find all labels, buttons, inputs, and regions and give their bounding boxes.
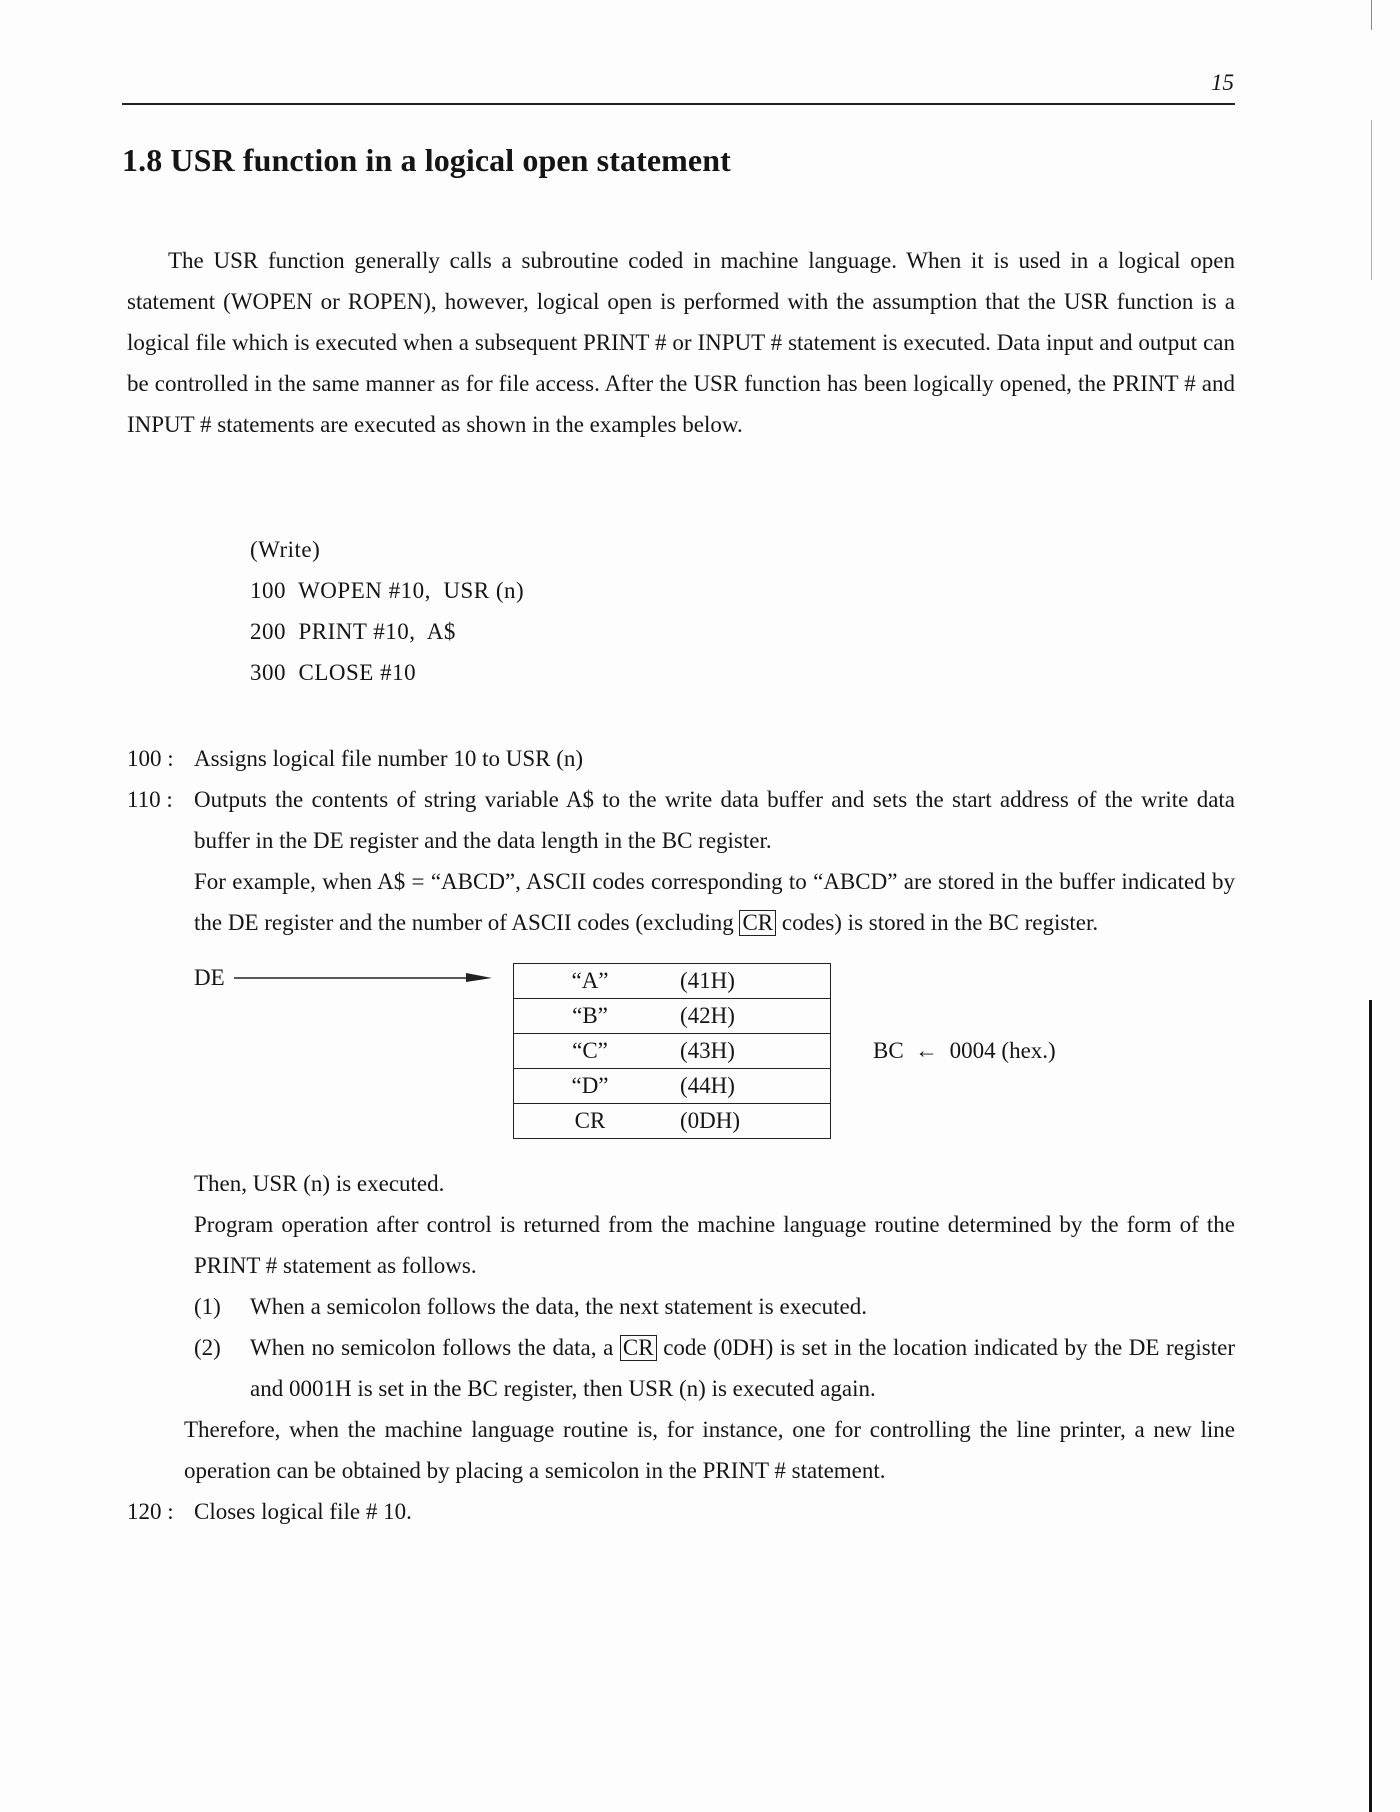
de-label: DE [194,965,225,990]
condition-2 [194,1327,1235,1409]
line-explanations [127,738,1235,1532]
intro-paragraph: The USR function generally calls a subroutine coded in machine language. When it is used in a logical open statement (WOPEN or ROPEN), however, logical open is performed with the assumption that the USR function is a logical file which is executed when a subsequent PRINT # or INPUT # statement is executed. Data input and output can be controlled in the same manner as for file access. After the USR function has been logically opened, the PRINT # and INPUT # statements are executed as shown in the examples below. [127,248,1235,437]
hex-cell: (0DH) [666,1104,831,1139]
char-cell: CR [514,1104,667,1139]
buffer-row [514,1069,831,1104]
page-edge-mark [1371,0,1372,30]
condition-1 [194,1286,1235,1327]
program-operation-text: Program operation after control is returned from the machine language routine determined by the form of the PRINT # statement as follows. [194,1212,1235,1278]
therefore-paragraph: Therefore, when the machine language routine is, for instance, one for controlling the line printer, a new line operation can be obtained by placing a semicolon in the PRINT # statement. [184,1417,1235,1483]
header-rule [122,103,1235,105]
line-number: 120 : [127,1499,174,1524]
buffer-row [514,999,831,1034]
hex-cell: (41H) [680,968,735,993]
char-cell: “C” [514,1034,667,1069]
buffer-row [514,1104,831,1139]
buffer-diagram [127,963,1235,1163]
line-number: 100 : [127,746,174,771]
char-cell: “D” [514,1069,667,1104]
arrow-right-icon [234,968,494,988]
char-cell: “A” [571,968,609,993]
explanation-text: Outputs the contents of string variable A$ to the write data buffer and sets the start address of the write data buffer in the DE register and the data length in the BC register. [194,787,1235,853]
section-title: 1.8 USR function in a logical open statement [122,142,731,178]
char-cell: “B” [514,999,667,1034]
bc-register-note: BC ← 0004 (hex.) [873,1038,1056,1063]
condition-text: When no semicolon follows the data, a CR code (0DH) is set in the location indicated by the DE register and 0001H is set in the BC register, then USR (n) is executed again. [250,1335,1236,1401]
memory-buffer-table [513,963,831,1139]
example-text: For example, when A$ = “ABCD”, ASCII codes corresponding to “ABCD” are stored in the buffer indicated by the DE register and the number of ASCII codes (excluding CR codes) is stored in the BC register. [194,869,1235,935]
after-diagram-text [194,1163,1235,1409]
page-edge-mark [1371,120,1372,280]
hex-cell: (43H) [666,1034,831,1069]
buffer-row [514,964,831,999]
cr-key: CR [620,1335,657,1361]
code-line: 200 PRINT #10, A$ [250,619,456,644]
explanation-110 [127,779,1235,943]
code-line: 100 WOPEN #10, USR (n) [250,578,525,603]
line-number: 110 : [127,787,173,812]
page-number: 15 [1211,70,1234,95]
code-line: 300 CLOSE #10 [250,660,417,685]
cr-key: CR [739,910,776,936]
explanation-text: Assigns logical file number 10 to USR (n) [194,746,584,771]
condition-number: (2) [194,1335,221,1360]
then-line: Then, USR (n) is executed. [194,1171,445,1196]
hex-cell: (42H) [666,999,831,1034]
explanation-100 [127,738,1235,779]
page-edge-mark [1369,1000,1372,1812]
buffer-row [514,1034,831,1069]
code-example [250,529,524,693]
condition-text: When a semicolon follows the data, the next statement is executed. [250,1294,867,1319]
explanation-text: Closes logical file # 10. [194,1499,412,1524]
explanation-120 [127,1491,1235,1532]
code-heading: (Write) [250,537,321,562]
condition-number: (1) [194,1294,221,1319]
hex-cell: (44H) [666,1069,831,1104]
